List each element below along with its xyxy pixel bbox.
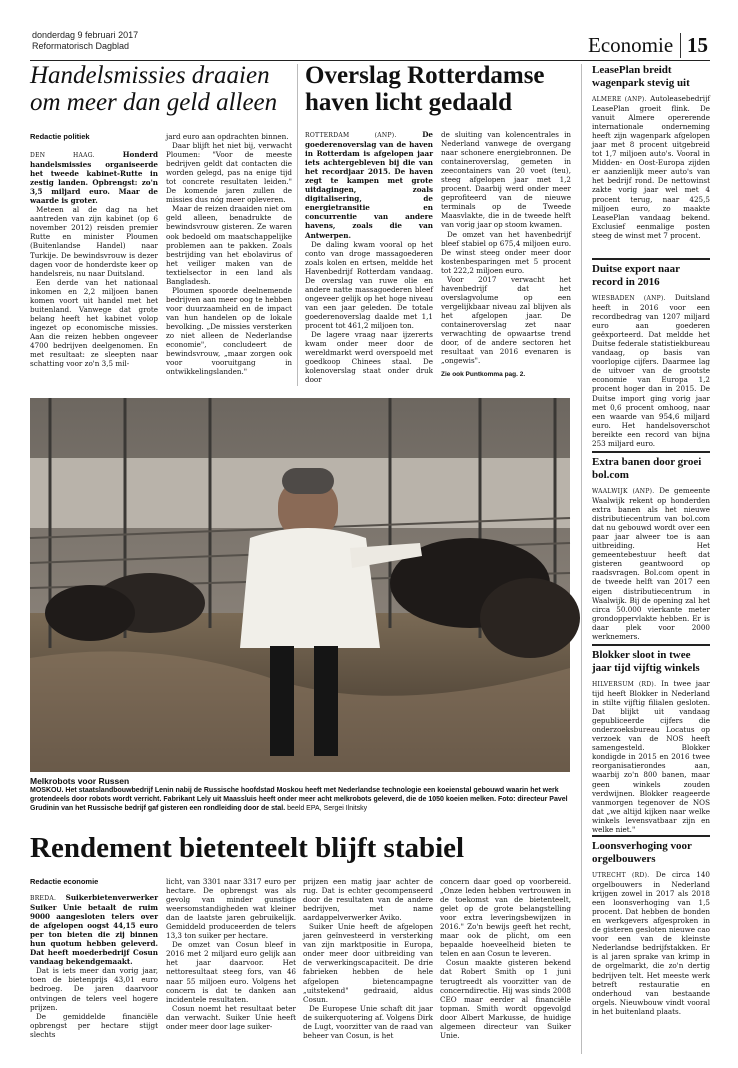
dateline: ROTTERDAM (ANP). bbox=[305, 132, 397, 139]
sidebar-item-text: WAALWIJK (ANP). De gemeente Waalwijk rekent op honderden extra banen als het nieuwe distributiecentrum van bol.com dat nu gebouwd wordt over een paar jaar alweer toe is aan uitbreiding. Het gemeentebestuur heeft dat gisteren geantwoord op raadsvragen. Bol.com opent in de tweede helft van 2017 een eigen distributiecentrum in Waalwijk. Bij de opening zal het circa 50.000 vierkante meter grondoppervlakte hebben. Er is daar plek voor 2000 werknemers. bbox=[592, 486, 710, 641]
paragraph: Dat is iets meer dan vorig jaar, toen de bietenprijs 43,01 euro bedroeg. De jaren daarvoor ontvingen de telers veel hogere prijzen. bbox=[30, 966, 158, 1012]
sidebar-item-text: ALMERE (ANP). Autoleasebedrijf LeasePlan groeit flink. De vanuit Almere opererende internationale onderneming heeft zijn wagenpark afgelopen jaar met 8 procent uitgebreid tot 1,7 miljoen auto's. Vooral in Midden- en Oost-Europa zijden er aanzienlijk meer auto's van het bedrijf rond. De nettowinst zakte vorig jaar wel met 4 procent terug, naar 425,5 miljoen euro, zo maakte LeasePlan vandaag bekend. Exclusief eenmalige posten steeg de winst met 7 procent. bbox=[592, 94, 710, 240]
lead-text: De goederenoverslag van de haven in Rotterdam is afgelopen jaar iets achtergebleven bij die van het recordjaar 2015. De haven zegt te kampen met grote uitdagingen, zoals digitalisering, de energietransitie en concurrentie van andere havens, zoals die van Antwerpen. bbox=[305, 130, 433, 240]
paragraph: Een derde van het nationaal inkomen en 2,2 miljoen banen komen voort uit handel met het buitenland. Vanwege dat grote belang heeft het kabinet volop ingezet op economische missies. Aan die reizen hebben ongeveer 4700 bedrijven deelgenomen. En met resultaat: ze sleepten naar schatting voor zo'n 3,5 mil- bbox=[30, 277, 158, 369]
paragraph: Cosun noemt het resultaat beter dan verwacht. Suiker Unie heeft onder meer door lage suiker- bbox=[166, 1003, 296, 1031]
caption-dateline: MOSKOU. bbox=[30, 787, 64, 794]
sidebar-item-title: Extra banen door groei bol.com bbox=[592, 456, 702, 481]
sidebar-item-text: UTRECHT (RD). De circa 140 orgelbouwers in Nederland krijgen zowel in 2017 als 2018 een loonsverhoging van 1,5 procent. Dat hebben de bonden en werkgevers afgesproken in de gisteren gesloten nieuwe cao voor een van de kleinste Nederlandse bedrijfstakken. Er is al jaren sprake van krimp in de orgelmarkt, die zo'n dertig bedrijven telt. Het meeste werk betreft restauratie en onderhoud van bestaande orgels. Nieuwbouw vindt vooral in het buitenland plaats. bbox=[592, 870, 710, 1016]
bieten-column-2 bbox=[166, 877, 296, 1063]
bieten-column-1 bbox=[30, 893, 158, 1063]
paragraph: De gemiddelde financiële opbrengst per hectare stijgt slechts bbox=[30, 1011, 158, 1039]
paragraph: Voor 2017 verwacht het havenbedrijf dat het overslagvolume op een vergelijkbaar niveau zal blijven als het afgelopen jaar. De containeroverslag zet naar verwachting de opwaartse trend door, of de andere sectoren het resultaat van 2016 evenaren is „ongewis". bbox=[441, 274, 571, 366]
paragraph: prijzen een matig jaar achter de rug. Dat is echter gecompenseerd door de resultaten van de andere bedrijven, met name aardappelverwerker Aviko. bbox=[303, 877, 433, 923]
paragraph: De lagere vraag naar ijzererts kwam onder meer door de wereldmarkt werd overspoeld met goedkoop Chinees staal. De kolenoverslag staat onder druk door bbox=[305, 330, 433, 385]
missies-headline: Handelsmissies draaien om meer dan geld alleen bbox=[30, 62, 278, 116]
dateline: BREDA. bbox=[30, 895, 57, 902]
sidebar-item bbox=[592, 64, 710, 258]
paragraph: De omzet van het havenbedrijf bleef stabiel op 675,4 miljoen euro. De winst steeg onder meer door kostenbesparingen met 5 procent tot 222,2 miljoen euro. bbox=[441, 229, 571, 275]
paragraph: De Europese Unie schaft dit jaar de suikerquotering af. Volgens Dirk de Lugt, voorzitter van de raad van beheer van Cosun, is het bbox=[303, 1003, 433, 1040]
paragraph: De omzet van Cosun bleef in 2016 met 2 miljard euro gelijk aan het jaar daarvoor. Het nettoresultaat steeg fors, van 46 naar 55 miljoen euro. Volgens het concern is dat te danken aan incidentele resultaten. bbox=[166, 940, 296, 1004]
paragraph: Daar blijft het niet bij, verwacht Ploumen: "Voor de meeste bedrijven geldt dat contacten die worden gelegd, pas na enige tijd tot concrete resultaten leiden." De komende jaren zullen de missies dus nóg meer opleveren. bbox=[166, 141, 292, 205]
rotterdam-column-1 bbox=[305, 130, 433, 385]
newspaper-name: Reformatorisch Dagblad bbox=[32, 41, 130, 51]
barn-illustration bbox=[30, 398, 570, 772]
paragraph: Suiker Unie heeft de afgelopen jaren geïnvesteerd in versterking van zijn marktpositie in Europa, onder meer door uitbreiding van de verwerkingscapaciteit. De drie fabrieken hebben de hele afgelopen bietencampagne „uitstekend" gedraaid, aldus Cosun. bbox=[303, 922, 433, 1004]
paragraph: Cosun maakte gisteren bekend dat Robert Smith op 1 juni terugtreedt als voorzitter van de concerndirectie. Hij was sinds 2008 CEO maar eerder al financiële topman. Smith wordt opgevolgd door Albert Markusse, de huidige algemeen directeur van Suiker Unie. bbox=[440, 958, 571, 1040]
sidebar-item-title: Blokker sloot in twee jaar tijd vijftig winkels bbox=[592, 649, 700, 674]
bieten-column-4 bbox=[440, 877, 571, 1063]
masthead-dateline bbox=[32, 30, 138, 52]
section-title: Economie bbox=[588, 33, 674, 57]
dateline: DEN HAAG. bbox=[30, 152, 95, 159]
sidebar-item-text: HILVERSUM (RD). In twee jaar tijd heeft Blokker in Nederland in stilte vijftig filialen gesloten. Dat blijkt uit vandaag gepubliceerde cijfers die onderzoeksbureau Locatus op verzoek van de NOS heeft samengesteld. Blokker kondigde in 2015 en 2016 twee reorganisatierondes aan, waarbij zo'n 800 banen, maar geen winkels zouden verdwijnen. Blokker reageerde vanmorgen tegenover de NOS dat „we altijd kijken naar welke winkels levensvatbaar zijn en welke niet." bbox=[592, 679, 710, 834]
sidebar-item bbox=[592, 837, 710, 1046]
see-also-reference: Zie ook Puntkomma pag. 2. bbox=[441, 371, 526, 378]
sidebar-item-text: WIESBADEN (ANP). Duitsland heeft in 2016 voor een recordbedrag van 1207 miljard euro aan goederen geëxporteerd. Dat meldde het Duitse federale statistiekbureau vandaag, op basis van voorlopige cijfers. Daarmee lag de uitvoer van de grootste economie van Europa 1,2 procent hoger dan in 2015. De Duitse import ging vorig jaar met 0,6 procent omhoog, naar een waarde van 954,6 miljard euro. Het handelsoverschot bereikte een record van bijna 253 miljard euro. bbox=[592, 293, 710, 448]
missies-column-2 bbox=[166, 132, 292, 382]
lead-text: Suikerbietenverwerker Suiker Unie betaalt de ruim 9000 aangesloten telers over de afgelopen oogst 44,15 euro per ton bieten die zij binnen hun quotum hebben geleverd. Dat heeft moederbedrijf Cosun vandaag bekendgemaakt. bbox=[30, 893, 158, 967]
sidebar-item-title: Duitse export naar record in 2016 bbox=[592, 263, 680, 288]
caption-text: Het staatslandbouwbedrijf Lenin nabij de Russische hoofdstad Moskou heeft met Nederlandse technologie een koeienstal gebouwd waarin het werk grotendeels door robots wordt verricht. Fabrikant Lely uit Maassluis heeft onder meer acht melkrobots geleverd, die de 1050 koeien melken. Foto: directeur Pavel Grudinin van het Russische bedrijf gaf gisteren een rondleiding door de stal. bbox=[30, 787, 568, 812]
sidebar-item-title: LeasePlan breidt wagenpark stevig uit bbox=[592, 64, 690, 89]
paragraph: concern daar goed op voorbereid. „Onze leden hebben vertrouwen in de toekomst van de bietenteelt, gelet op de grote belangstelling voor extra leveringsbewijzen in 2016." Zo'n bewijs geeft het recht, maar ook de plicht, om een bepaalde hoeveelheid bieten te telen en aan Cosun te leveren. bbox=[440, 877, 571, 959]
rotterdam-headline: Overslag Rotterdamse haven licht gedaald bbox=[305, 62, 545, 116]
sidebar-item bbox=[592, 646, 710, 835]
missies-column-1 bbox=[30, 150, 158, 382]
sidebar-item-title: Loonsverhoging voor orgelbouwers bbox=[592, 840, 692, 865]
bieten-headline: Rendement bietenteelt blijft stabiel bbox=[30, 832, 465, 864]
column-divider bbox=[297, 64, 298, 386]
bieten-column-3 bbox=[303, 877, 433, 1063]
paragraph: Meteen al de dag na het aantreden van zijn kabinet (op 6 november 2012) reisden premier Rutte en minister Ploumen (Buitenlandse Handel) naar Turkije. De bewindsvrouw is dezer dagen voor de honderdste keer op handelsreis, nu naar Duitsland. bbox=[30, 205, 158, 278]
caption-title: Melkrobots voor Russen bbox=[30, 776, 130, 786]
sidebar-item bbox=[592, 260, 710, 451]
rotterdam-column-2 bbox=[441, 130, 571, 365]
paragraph: Ploumen spoorde deelnemende bedrijven aan meer oog te hebben voor duurzaamheid en de impact van hun handelen op de lokale bevolking. „De missies versterken zo niet alleen de Nederlandse economie", concludeert de bewindsvrouw, „maar zorgen ook voor vooruitgang in ontwikkelingslanden." bbox=[166, 285, 292, 377]
paragraph: jard euro aan opdrachten binnen. bbox=[166, 132, 289, 141]
bieten-byline: Redactie economie bbox=[30, 877, 99, 886]
missies-byline: Redactie politiek bbox=[30, 132, 90, 141]
paragraph: Maar de reizen draaiden niet om geld alleen, benadrukte de bewindsvrouw gisteren. Ze waren ook bedoeld om maatschappelijke problemen aan te pakken. Zoals bestrijding van het ebolavirus of het veiliger maken van de textielsector in een land als Bangladesh. bbox=[166, 204, 292, 286]
sidebar-item bbox=[592, 453, 710, 644]
photo-credit: beeld EPA, Sergei Ilnitsky bbox=[287, 805, 368, 812]
sidebar-divider bbox=[581, 64, 582, 1054]
lead-text: Honderd handelsmissies organiseerde het tweede kabinet-Rutte in zestig landen. Opbrengst: zo'n 3,5 miljard euro. Maar de waarde is groter. bbox=[30, 150, 158, 206]
header-rule bbox=[30, 60, 710, 61]
paragraph: licht, van 3301 naar 3317 euro per hectare. De opbrengst was als gevolg van minder gunstige weersomstandigheden wat kleiner dan de laatste jaren gebruikelijk. Gemiddeld produceerden de telers 13,3 ton suiker per hectare. bbox=[166, 877, 296, 941]
page-number: 15 bbox=[680, 33, 708, 58]
paragraph: de sluiting van kolencentrales in Nederland vanwege de overgang naar schonere energiebronnen. De containeroverslag, gemeten in zeecontainers van 20 voet (teu), steeg afgelopen jaar met 1,2 procent. Daarbij werd onder meer geprofiteerd van de nieuwe terminals op de Tweede Maasvlakte, die in de tweede helft van vorig jaar op stoom kwamen. bbox=[441, 130, 571, 230]
news-photo bbox=[30, 398, 570, 772]
issue-date: donderdag 9 februari 2017 bbox=[32, 30, 139, 40]
sidebar-news bbox=[592, 64, 710, 1046]
photo-caption bbox=[30, 776, 570, 813]
paragraph: De daling kwam vooral op het conto van droge massagoederen zoals kolen en ertsen, meldde het Havenbedrijf Rotterdam vandaag. De overslag van ruwe olie en andere natte massagoederen bleef ongeveer gelijk op het hoge niveau van een jaar geleden. De totale goederenoverslag daalde met 1,1 procent tot 461,2 miljoen ton. bbox=[305, 239, 433, 330]
